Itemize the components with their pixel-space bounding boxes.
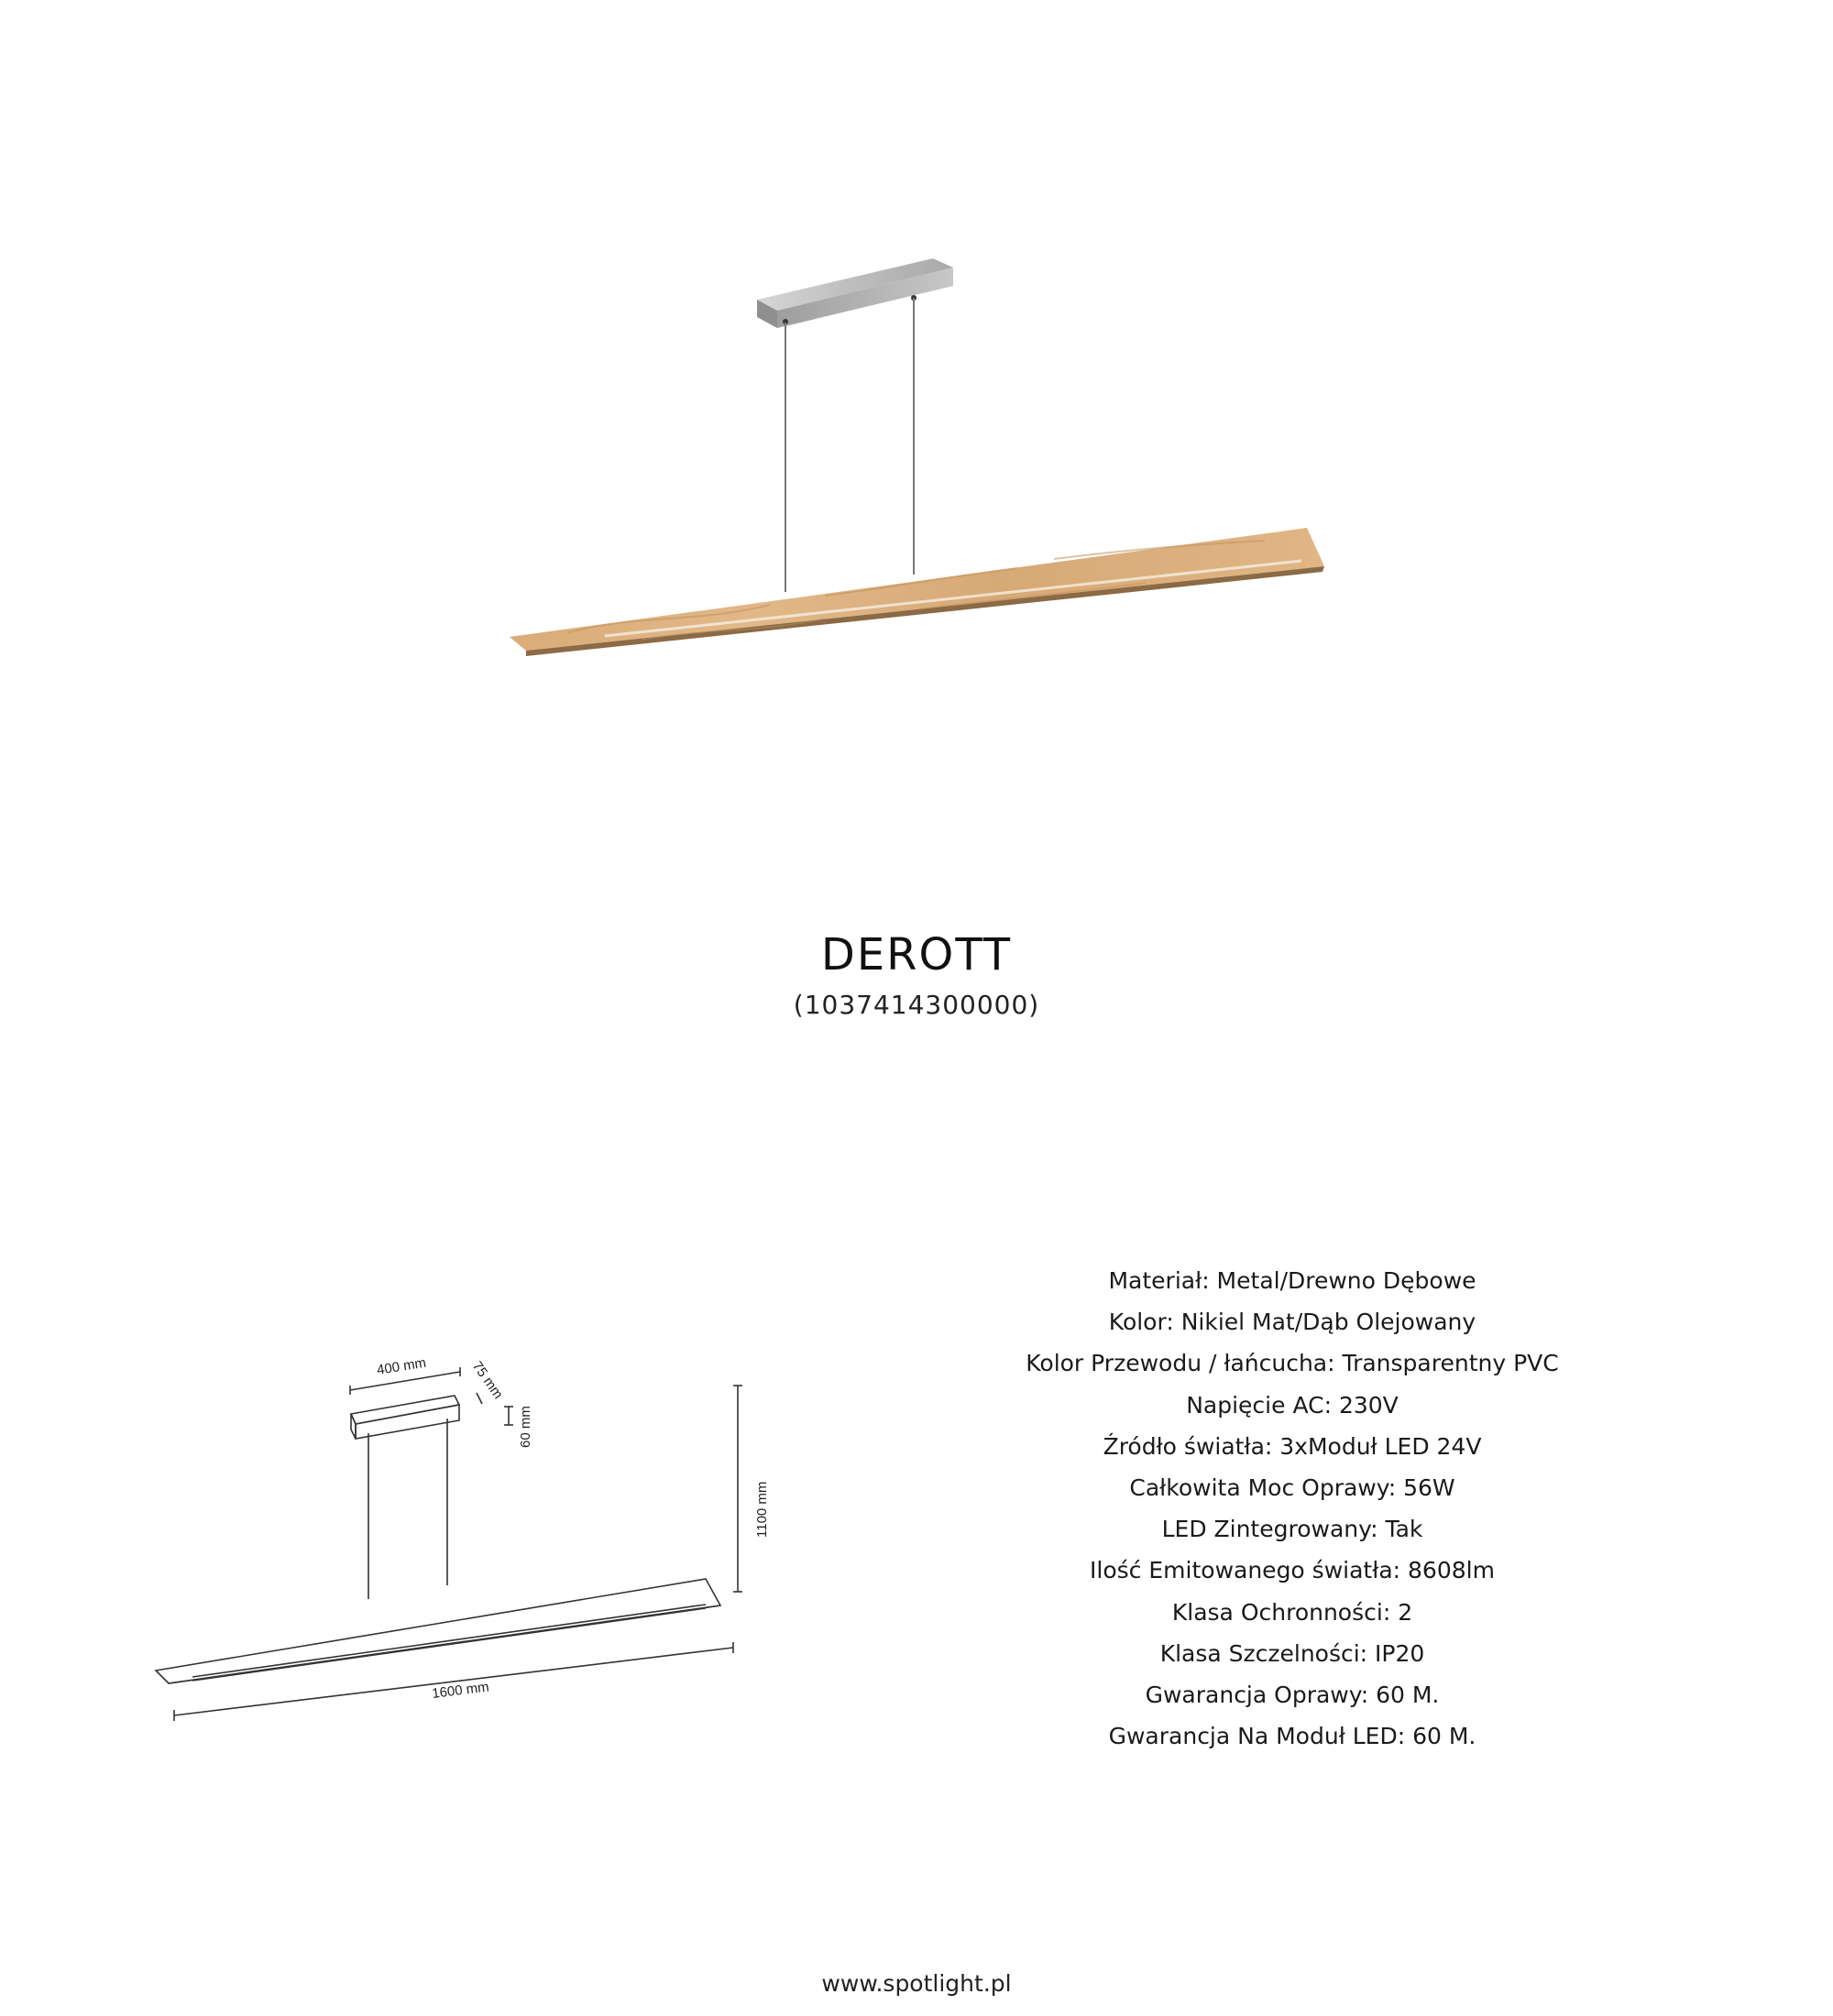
spec-fixture-warranty: Gwarancja Oprawy: 60 M. (1145, 1682, 1440, 1709)
wooden-bar (510, 528, 1324, 656)
spec-light-source: Źródło światła: 3xModuł LED 24V (1103, 1432, 1482, 1460)
spec-voltage: Napięcie AC: 230V (1186, 1391, 1399, 1419)
spec-material: Materiał: Metal/Drewno Dębowe (1108, 1267, 1476, 1294)
dim-canopy-height: 60 mm (518, 1406, 533, 1448)
suspension-cables (785, 298, 914, 592)
drawing-bar (156, 1579, 720, 1683)
specifications-list (971, 1260, 1613, 1757)
spec-protection-class: Klasa Ochronności: 2 (1171, 1598, 1413, 1626)
spec-led-warranty: Gwarancja Na Moduł LED: 60 M. (1108, 1723, 1476, 1750)
drawing-canopy (351, 1396, 459, 1424)
title-block (0, 926, 1833, 1024)
canopy (757, 258, 953, 328)
product-code: (1037414300000) (793, 990, 1040, 1020)
spec-cable-color: Kolor Przewodu / łańcucha: Transparentny PVC (1026, 1350, 1559, 1377)
technical-drawing (137, 1320, 816, 1723)
spec-ip-rating: Klasa Szczelności: IP20 (1159, 1639, 1425, 1667)
footer-url: www.spotlight.pl (821, 1970, 1012, 1997)
dim-total-height: 1100 mm (754, 1481, 770, 1538)
dim-canopy-width: 400 mm (375, 1354, 428, 1378)
spec-total-power: Całkowita Moc Oprawy: 56W (1129, 1474, 1455, 1502)
spec-led-integrated: LED Zintegrowany: Tak (1161, 1516, 1423, 1543)
spec-color: Kolor: Nikiel Mat/Dąb Olejowany (1108, 1309, 1476, 1336)
product-photo (0, 0, 1833, 825)
product-name: DEROTT (820, 929, 1013, 981)
spec-luminous-flux: Ilość Emitowanego światła: 8608lm (1090, 1557, 1495, 1584)
dim-length: 1600 mm (431, 1679, 490, 1702)
dim-canopy-depth: 75 mm (468, 1358, 506, 1402)
